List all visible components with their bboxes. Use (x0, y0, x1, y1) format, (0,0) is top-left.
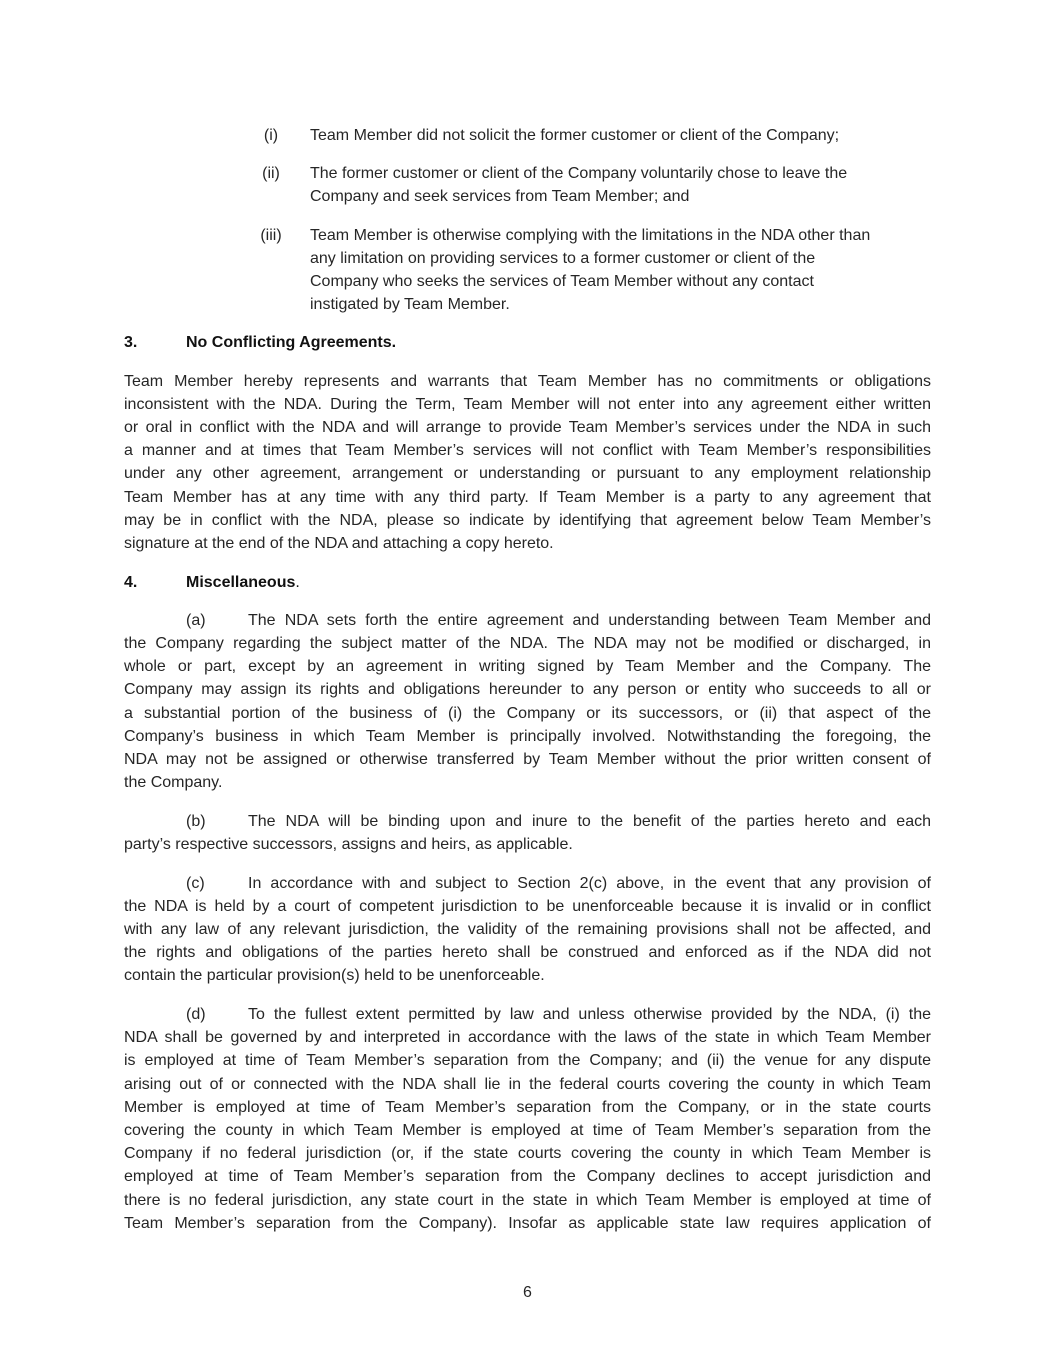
paragraph-line: there is no federal jurisdiction, any state court in the state in which Team Member is employed at time of (124, 1191, 931, 1209)
list-item-line: The former customer or client of the Company voluntarily chose to leave the (310, 165, 848, 183)
subsection-b (124, 810, 931, 856)
subsection-a (124, 609, 931, 795)
section-number: 4. (124, 573, 138, 591)
paragraph-text: In accordance with and subject to Section 2(c) above, in the event that any provision of (248, 874, 931, 892)
paragraph-line: a substantial portion of the business of (i) the Company or its successors, or (ii) that aspect of the (124, 704, 931, 722)
paragraph-line: is employed at time of Team Member’s separation from the Company; and (ii) the venue for any dispute (124, 1052, 931, 1070)
paragraph-line: Company may assign its rights and obligations hereunder to any person or entity who succeeds to all or (124, 681, 931, 699)
paragraph-line: employed at time of Team Member’s separation from the Company declines to accept jurisdiction and (124, 1168, 931, 1186)
paragraph-line: the NDA is held by a court of competent jurisdiction to be unenforceable because it is invalid or in conflict (124, 897, 931, 915)
subsection-c (124, 872, 931, 988)
paragraph-line (124, 810, 931, 833)
list-item-line: Company and seek services from Team Member; and (310, 188, 690, 206)
paragraph-line: a manner and at times that Team Member’s services will not conflict with Team Member’s responsibilities (124, 442, 931, 460)
paragraph-line (124, 1003, 931, 1026)
section-title: No Conflicting Agreements. (186, 334, 397, 352)
paragraph-line: contain the particular provision(s) held to be unenforceable. (124, 967, 545, 985)
paragraph-line: arising out of or connected with the NDA shall lie in the federal courts covering the county in which Team (124, 1075, 931, 1093)
paragraph-line: inconsistent with the NDA. During the Term, Team Member will not enter into any agreement either written (124, 395, 931, 413)
paragraph-line: the rights and obligations of the parties hereto shall be construed and enforced as if the NDA did not (124, 944, 931, 962)
section-3-heading (124, 331, 931, 354)
subsection-label: (b) (186, 812, 206, 830)
list-item-number: (i) (263, 127, 279, 144)
paragraph-line: Company’s business in which Team Member is principally involved. Notwithstanding the foregoing, the (124, 727, 931, 745)
subsection-label: (a) (186, 611, 206, 629)
list-item (260, 224, 931, 317)
section-title-text: Miscellaneous (186, 573, 296, 591)
section-4-heading (124, 571, 931, 594)
section-title-suffix: . (295, 573, 300, 591)
list-item-line: Team Member did not solicit the former customer or client of the Company; (310, 127, 840, 144)
paragraph-line: Company if no federal jurisdiction (or, if the state courts covering the county in which Team Member is (124, 1145, 931, 1163)
paragraph-line (124, 609, 931, 632)
paragraph-line: Member is employed at time of Team Member’s separation from the Company, or in the state courts (124, 1098, 931, 1116)
paragraph-text: The NDA sets forth the entire agreement and understanding between Team Member and (248, 611, 931, 629)
paragraph-line: party’s respective successors, assigns and heirs, as applicable. (124, 836, 573, 854)
paragraph-line: or oral in conflict with the NDA and will arrange to provide Team Member’s services under the NDA in such (124, 419, 931, 437)
paragraph-line: signature at the end of the NDA and attaching a copy hereto. (124, 535, 554, 553)
subsection-d (124, 1003, 931, 1235)
page-number: 6 (523, 1284, 532, 1301)
list-item-number: (ii) (262, 165, 280, 183)
paragraph-line: Team Member has at any time with any third party. If Team Member is a party to any agreement that (124, 488, 931, 506)
paragraph-line: the Company regarding the subject matter of the NDA. The NDA may not be modified or discharged, in (124, 635, 931, 653)
list-item-number: (iii) (260, 226, 282, 244)
list-item-line: instigated by Team Member. (310, 296, 510, 314)
paragraph-line: whole or part, except by an agreement in writing signed by Team Member and the Company. The (124, 658, 931, 676)
list-item-line: any limitation on providing services to a former customer or client of the (310, 249, 816, 267)
paragraph-text: To the fullest extent permitted by law and unless otherwise provided by the NDA, (i) the (248, 1006, 931, 1024)
paragraph-line: under any other agreement, arrangement or understanding or pursuant to any employment relationship (124, 465, 931, 483)
paragraph-line: covering the county in which Team Member is employed at time of Team Member’s separation from the (124, 1122, 931, 1140)
section-title (186, 571, 300, 594)
paragraph-line: may be in conflict with the NDA, please so indicate by identifying that agreement below Team Member’s (124, 511, 931, 529)
paragraph-text: The NDA will be binding upon and inure to the benefit of the parties hereto and each (248, 812, 931, 830)
subsection-label: (d) (186, 1006, 206, 1024)
subsection-label: (c) (186, 874, 205, 892)
list-item-line: Team Member is otherwise complying with the limitations in the NDA other than (310, 226, 871, 244)
page-content (124, 124, 931, 1250)
paragraph-line: Team Member’s separation from the Company). Insofar as applicable state law requires application of (124, 1214, 931, 1232)
paragraph-line: the Company. (124, 774, 223, 792)
paragraph-line: NDA shall be governed by and interpreted in accordance with the laws of the state in which Team Member (124, 1029, 931, 1047)
paragraph-line: Team Member hereby represents and warrants that Team Member has no commitments or obligations (124, 372, 931, 390)
section-3-paragraph (124, 370, 931, 556)
paragraph-line: NDA may not be assigned or otherwise transferred by Team Member without the prior written consent of (124, 751, 931, 769)
list-item-line: Company who seeks the services of Team Member without any contact (310, 273, 814, 291)
list-item (262, 162, 931, 208)
list-item (263, 124, 931, 147)
paragraph-line: with any law of any relevant jurisdiction, the validity of the remaining provisions shall not be affected, and (124, 921, 931, 939)
section-number: 3. (124, 334, 138, 352)
paragraph-line (124, 872, 931, 895)
